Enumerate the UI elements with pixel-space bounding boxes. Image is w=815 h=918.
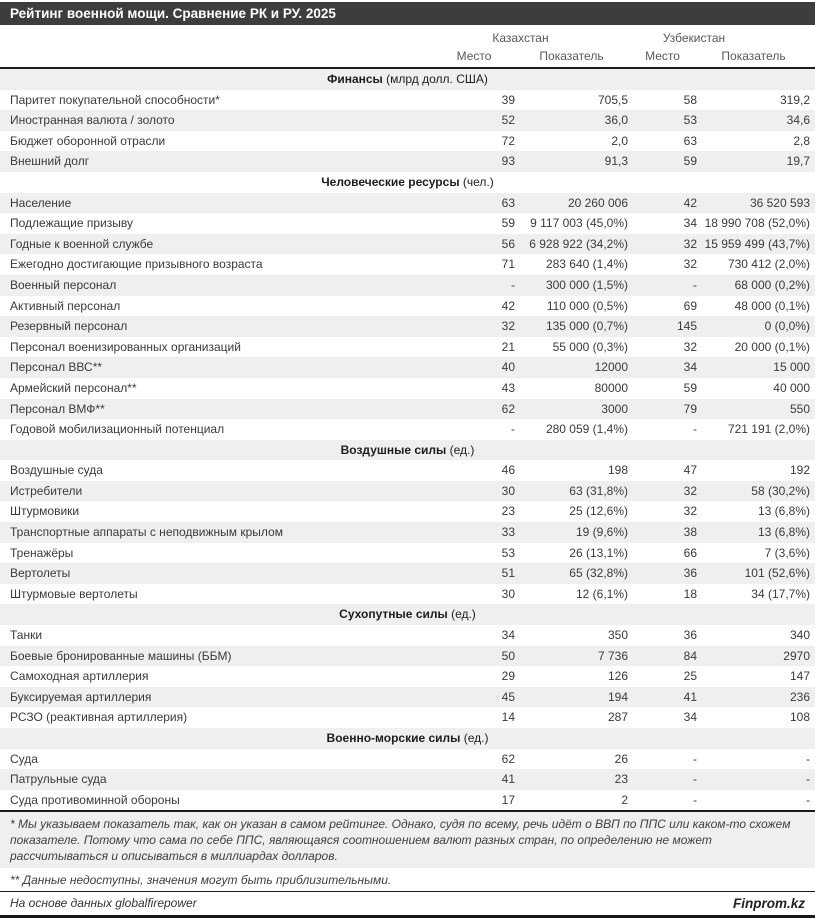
kz-rank-cell: 29: [501, 669, 515, 684]
metric-header-row: [0, 45, 815, 69]
kz-value-cell: 350: [607, 628, 628, 643]
uz-rank-cell: 59: [683, 380, 697, 395]
uz-rank-cell: 58: [683, 92, 697, 107]
uz-value-cell: 40 000: [773, 380, 810, 395]
kz-rank-cell: 43: [501, 380, 515, 395]
table-row: [0, 543, 815, 564]
table-row: [0, 234, 815, 255]
uz-rank-cell: 32: [683, 339, 697, 354]
kz-value-cell: 63 (31,8%): [569, 483, 628, 498]
kz-value-cell: 20 260 006: [567, 195, 628, 210]
table-row: [0, 275, 815, 296]
uz-rank-cell: 59: [683, 154, 697, 169]
indicator-label: Иностранная валюта / золото: [10, 113, 175, 128]
table-body: [0, 69, 815, 810]
kz-value-cell: 198: [607, 463, 628, 478]
uz-rank-cell: 69: [683, 298, 697, 313]
source-row: [0, 891, 815, 918]
indicator-label: Ежегодно достигающие призывного возраста: [10, 257, 263, 272]
kz-value-cell: 9 117 003 (45,0%): [530, 216, 628, 231]
kz-value-cell: 65 (32,8%): [569, 566, 628, 581]
uz-rank-cell: 32: [683, 236, 697, 251]
table-row: [0, 213, 815, 234]
table-row: [0, 254, 815, 275]
table-row: [0, 399, 815, 420]
table-row: [0, 378, 815, 399]
kz-value-cell: 280 059 (1,4%): [545, 422, 628, 437]
uz-value-cell: 721 191 (2,0%): [727, 422, 810, 437]
kz-rank-cell: 50: [501, 648, 515, 663]
table-row: [0, 90, 815, 111]
uz-value-cell: 340: [789, 628, 810, 643]
uz-value-cell: 2970: [783, 648, 810, 663]
kz-rank-cell: 52: [501, 113, 515, 128]
header-spacer: [0, 45, 433, 67]
uz-rank-cell: 41: [683, 689, 697, 704]
kz-value-cell: 25 (12,6%): [569, 504, 628, 519]
kz-value-cell: 705,5: [597, 92, 628, 107]
kz-value-cell: 26 (13,1%): [569, 545, 628, 560]
indicator-label: Патрульные суда: [10, 772, 107, 787]
kz-value-cell: 19 (9,6%): [575, 525, 628, 540]
indicator-label: Вертолеты: [10, 566, 71, 581]
table-row: [0, 357, 815, 378]
uz-rank-cell: 42: [683, 195, 697, 210]
uz-value-cell: 147: [789, 669, 810, 684]
table-row: [0, 110, 815, 131]
uz-rank-cell: 36: [683, 628, 697, 643]
indicator-label: Персонал ВМФ**: [10, 401, 105, 416]
section-name: Финансы: [327, 72, 383, 86]
page-title: Рейтинг военной мощи. Сравнение РК и РУ. 2025: [0, 2, 815, 25]
indicator-label: РСЗО (реактивная артиллерия): [10, 710, 188, 725]
uz-rank-cell: 36: [683, 566, 697, 581]
indicator-label: Активный персонал: [10, 298, 121, 313]
indicator-label: Суда: [10, 751, 38, 766]
indicator-label: Военный персонал: [10, 277, 117, 292]
kz-value-cell: 36,0: [604, 113, 628, 128]
indicator-label: Истребители: [10, 483, 83, 498]
indicator-label: Внешний долг: [10, 154, 90, 169]
kz-rank-cell: 17: [501, 792, 515, 807]
kz-rank-cell: 72: [501, 133, 515, 148]
uz-value-cell: 192: [789, 463, 810, 478]
table-row: [0, 460, 815, 481]
indicator-label: Боевые бронированные машины (ББМ): [10, 648, 232, 663]
indicator-label: Паритет покупательной способности*: [10, 92, 220, 107]
uz-rank-cell: 32: [683, 257, 697, 272]
kz-value-cell: 194: [607, 689, 628, 704]
uz-value-cell: 18 990 708 (52,0%): [704, 216, 810, 231]
section-header-row: Человеческие ресурсы (чел.): [321, 174, 494, 189]
brand-logo: Finprom.kz: [732, 895, 805, 911]
table-row: [0, 501, 815, 522]
kz-rank-cell: 21: [501, 339, 515, 354]
kz-rank-cell: 46: [501, 463, 515, 478]
uz-value-cell: 319,2: [779, 92, 810, 107]
indicator-label: Тренажёры: [10, 545, 74, 560]
table-row: [0, 625, 815, 646]
section-name: Человеческие ресурсы: [321, 174, 460, 189]
kz-rank-cell: -: [511, 277, 515, 292]
kz-rank-cell: 42: [501, 298, 515, 313]
indicator-label: Суда противоминной обороны: [10, 792, 180, 807]
kz-value-cell: 2,0: [611, 133, 628, 148]
uz-value-cell: 20 000 (0,1%): [734, 339, 810, 354]
table-row: [0, 749, 815, 770]
uz-rank-cell: 32: [683, 483, 697, 498]
uz-rank-cell: 84: [683, 648, 697, 663]
uz-value-cell: 13 (6,8%): [757, 525, 810, 540]
uz-rank-cell: 38: [683, 525, 697, 540]
kz-rank-cell: 56: [501, 236, 515, 251]
uz-value-cell: 0 (0,0%): [764, 319, 810, 334]
section-header-row: Воздушные силы (ед.): [0, 440, 815, 461]
kz-value-cell: 110 000 (0,5%): [546, 298, 628, 313]
kz-rank-cell: 53: [501, 545, 515, 560]
indicator-label: Самоходная артиллерия: [10, 669, 149, 684]
uz-rank-cell: -: [693, 422, 697, 437]
kz-value-cell: 300 000 (1,5%): [545, 277, 628, 292]
section-name: Сухопутные силы: [339, 607, 448, 622]
kz-value-cell: 2: [621, 792, 628, 807]
table-row: [0, 481, 815, 502]
table-row: [0, 769, 815, 790]
indicator-label: Персонал ВВС**: [10, 360, 103, 375]
uz-value-cell: 19,7: [786, 154, 810, 169]
uz-value-cell: 7 (3,6%): [764, 545, 810, 560]
section-header-row: Военно-морские силы (ед.): [0, 728, 815, 749]
indicator-label: Резервный персонал: [10, 319, 128, 334]
uz-rank-cell: 145: [676, 319, 697, 334]
kz-value-cell: 80000: [594, 380, 628, 395]
uz-rank-cell: 63: [683, 133, 697, 148]
kz-rank-cell: 14: [501, 710, 515, 725]
uz-rank-cell: -: [693, 772, 697, 787]
kz-value-cell: 91,3: [604, 154, 628, 169]
kz-rank-header: Место: [456, 49, 492, 63]
table-row: [0, 707, 815, 728]
uz-rank-cell: 34: [683, 360, 697, 375]
kz-rank-cell: 45: [501, 689, 515, 704]
footnote-approx: ** Данные недоступны, значения могут быть приблизительными.: [10, 873, 392, 888]
kz-value-cell: 3000: [601, 401, 628, 416]
kz-value-cell: 283 640 (1,4%): [545, 257, 628, 272]
kz-value-cell: 12000: [594, 360, 628, 375]
uz-rank-cell: 18: [683, 586, 697, 601]
kz-value-cell: 12 (6,1%): [575, 586, 628, 601]
kz-value-cell: 135 000 (0,7%): [545, 319, 628, 334]
kz-rank-cell: 34: [501, 628, 515, 643]
table-row: [0, 193, 815, 214]
kz-rank-cell: 51: [501, 566, 515, 581]
kz-rank-cell: 41: [501, 772, 515, 787]
kz-rank-cell: 30: [501, 586, 515, 601]
uz-rank-cell: -: [693, 751, 697, 766]
uz-value-cell: -: [806, 792, 810, 807]
kz-rank-cell: 33: [501, 525, 515, 540]
uz-rank-cell: -: [693, 792, 697, 807]
kz-rank-cell: -: [511, 422, 515, 437]
footnote-ppp: * Мы указываем показатель так, как он указан в самом рейтинге. Однако, судя по всему, речь идёт о ВВП по ППС или каком-то схожем показателе. Потому что сама по себе ППС, являющаяся соотношением валют разных стран, по определению не может рассчитываться и описываться в миллиардах долларов.: [0, 810, 815, 868]
uz-value-cell: 48 000 (0,1%): [734, 298, 810, 313]
uz-rank-cell: 34: [683, 710, 697, 725]
kz-rank-cell: 40: [501, 360, 515, 375]
uz-value-header: Показатель: [721, 49, 786, 63]
uz-rank-cell: 32: [683, 504, 697, 519]
indicator-label: Воздушные суда: [10, 463, 103, 478]
uz-value-cell: 108: [789, 710, 810, 725]
indicator-label: Штурмовики: [10, 504, 80, 519]
uz-rank-cell: 34: [683, 216, 697, 231]
kz-rank-cell: 63: [501, 195, 515, 210]
kz-rank-cell: 32: [501, 319, 515, 334]
indicator-label: Население: [10, 195, 72, 210]
country-header-row: [0, 25, 815, 45]
uz-rank-cell: 53: [683, 113, 697, 128]
table-row: [0, 687, 815, 708]
uz-rank-cell: 47: [683, 463, 697, 478]
uz-value-cell: -: [806, 772, 810, 787]
kz-rank-cell: 93: [501, 154, 515, 169]
kz-value-cell: 126: [607, 669, 628, 684]
kz-value-cell: 26: [614, 751, 628, 766]
uz-rank-header: Место: [645, 49, 680, 63]
kz-rank-cell: 30: [501, 483, 515, 498]
kz-value-cell: 6 928 922 (34,2%): [529, 236, 628, 251]
uz-value-cell: 68 000 (0,2%): [734, 277, 810, 292]
table-header: [0, 25, 815, 69]
indicator-label: Буксируемая артиллерия: [10, 689, 152, 704]
table-row: [0, 419, 815, 440]
section-header-row: Сухопутные силы (ед.): [0, 604, 815, 625]
kz-value-cell: 287: [607, 710, 628, 725]
uz-value-cell: 58 (30,2%): [751, 483, 810, 498]
indicator-label: Годовой мобилизационный потенциал: [10, 422, 225, 437]
uz-value-cell: 15 959 499 (43,7%): [704, 236, 810, 251]
uz-value-cell: -: [806, 751, 810, 766]
uz-value-cell: 13 (6,8%): [757, 504, 810, 519]
kz-value-header: Показатель: [539, 49, 604, 63]
uz-value-cell: 34,6: [786, 113, 810, 128]
kz-value-cell: 23: [614, 772, 628, 787]
table-row: [0, 584, 815, 605]
uz-value-cell: 34 (17,7%): [751, 586, 810, 601]
table-row: [0, 131, 815, 152]
table-row: [0, 563, 815, 584]
uz-value-cell: 15 000: [773, 360, 810, 375]
indicator-label: Армейский персонал**: [10, 380, 137, 395]
uz-value-cell: 2,8: [793, 133, 810, 148]
uz-rank-cell: 25: [683, 669, 697, 684]
indicator-label: Годные к военной службе: [10, 236, 154, 251]
table-row: [0, 337, 815, 358]
section-name: Военно-морские силы: [326, 731, 461, 745]
kz-rank-cell: 39: [501, 92, 515, 107]
table-row: [0, 296, 815, 317]
table-row: [0, 151, 815, 172]
kz-value-cell: 55 000 (0,3%): [552, 339, 628, 354]
uz-rank-cell: -: [693, 277, 697, 292]
table-row: [0, 790, 815, 811]
kazakhstan-header: Казахстан: [492, 31, 549, 45]
indicator-label: Транспортные аппараты с неподвижным крылом: [10, 525, 283, 540]
uz-value-cell: 730 412 (2,0%): [727, 257, 810, 272]
indicator-label: Персонал военизированных организаций: [10, 339, 241, 354]
uz-rank-cell: 79: [683, 401, 697, 416]
kz-rank-cell: 62: [501, 751, 515, 766]
table-row: [0, 522, 815, 543]
uz-rank-cell: 66: [683, 545, 697, 560]
uz-value-cell: 101 (52,6%): [744, 566, 810, 581]
section-header-row: Финансы (млрд долл. США): [0, 69, 815, 90]
indicator-label: Бюджет оборонной отрасли: [10, 133, 166, 148]
table-row: [0, 316, 815, 337]
kz-rank-cell: 59: [501, 216, 515, 231]
kz-rank-cell: 71: [501, 257, 515, 272]
source-text: На основе данных globalfirepower: [10, 896, 197, 911]
indicator-label: Штурмовые вертолеты: [10, 586, 138, 601]
kz-rank-cell: 62: [501, 401, 515, 416]
uz-value-cell: 550: [789, 401, 810, 416]
kz-rank-cell: 23: [501, 504, 515, 519]
indicator-label: Подлежащие призыву: [10, 216, 133, 231]
uz-value-cell: 36 520 593: [749, 195, 810, 210]
table-row: [0, 666, 815, 687]
uzbekistan-header: Узбекистан: [662, 31, 726, 45]
table-row: [0, 646, 815, 667]
indicator-label: Танки: [10, 628, 43, 643]
uz-value-cell: 236: [789, 689, 810, 704]
kz-value-cell: 7 736: [597, 648, 628, 663]
section-name: Воздушные силы: [340, 442, 447, 457]
